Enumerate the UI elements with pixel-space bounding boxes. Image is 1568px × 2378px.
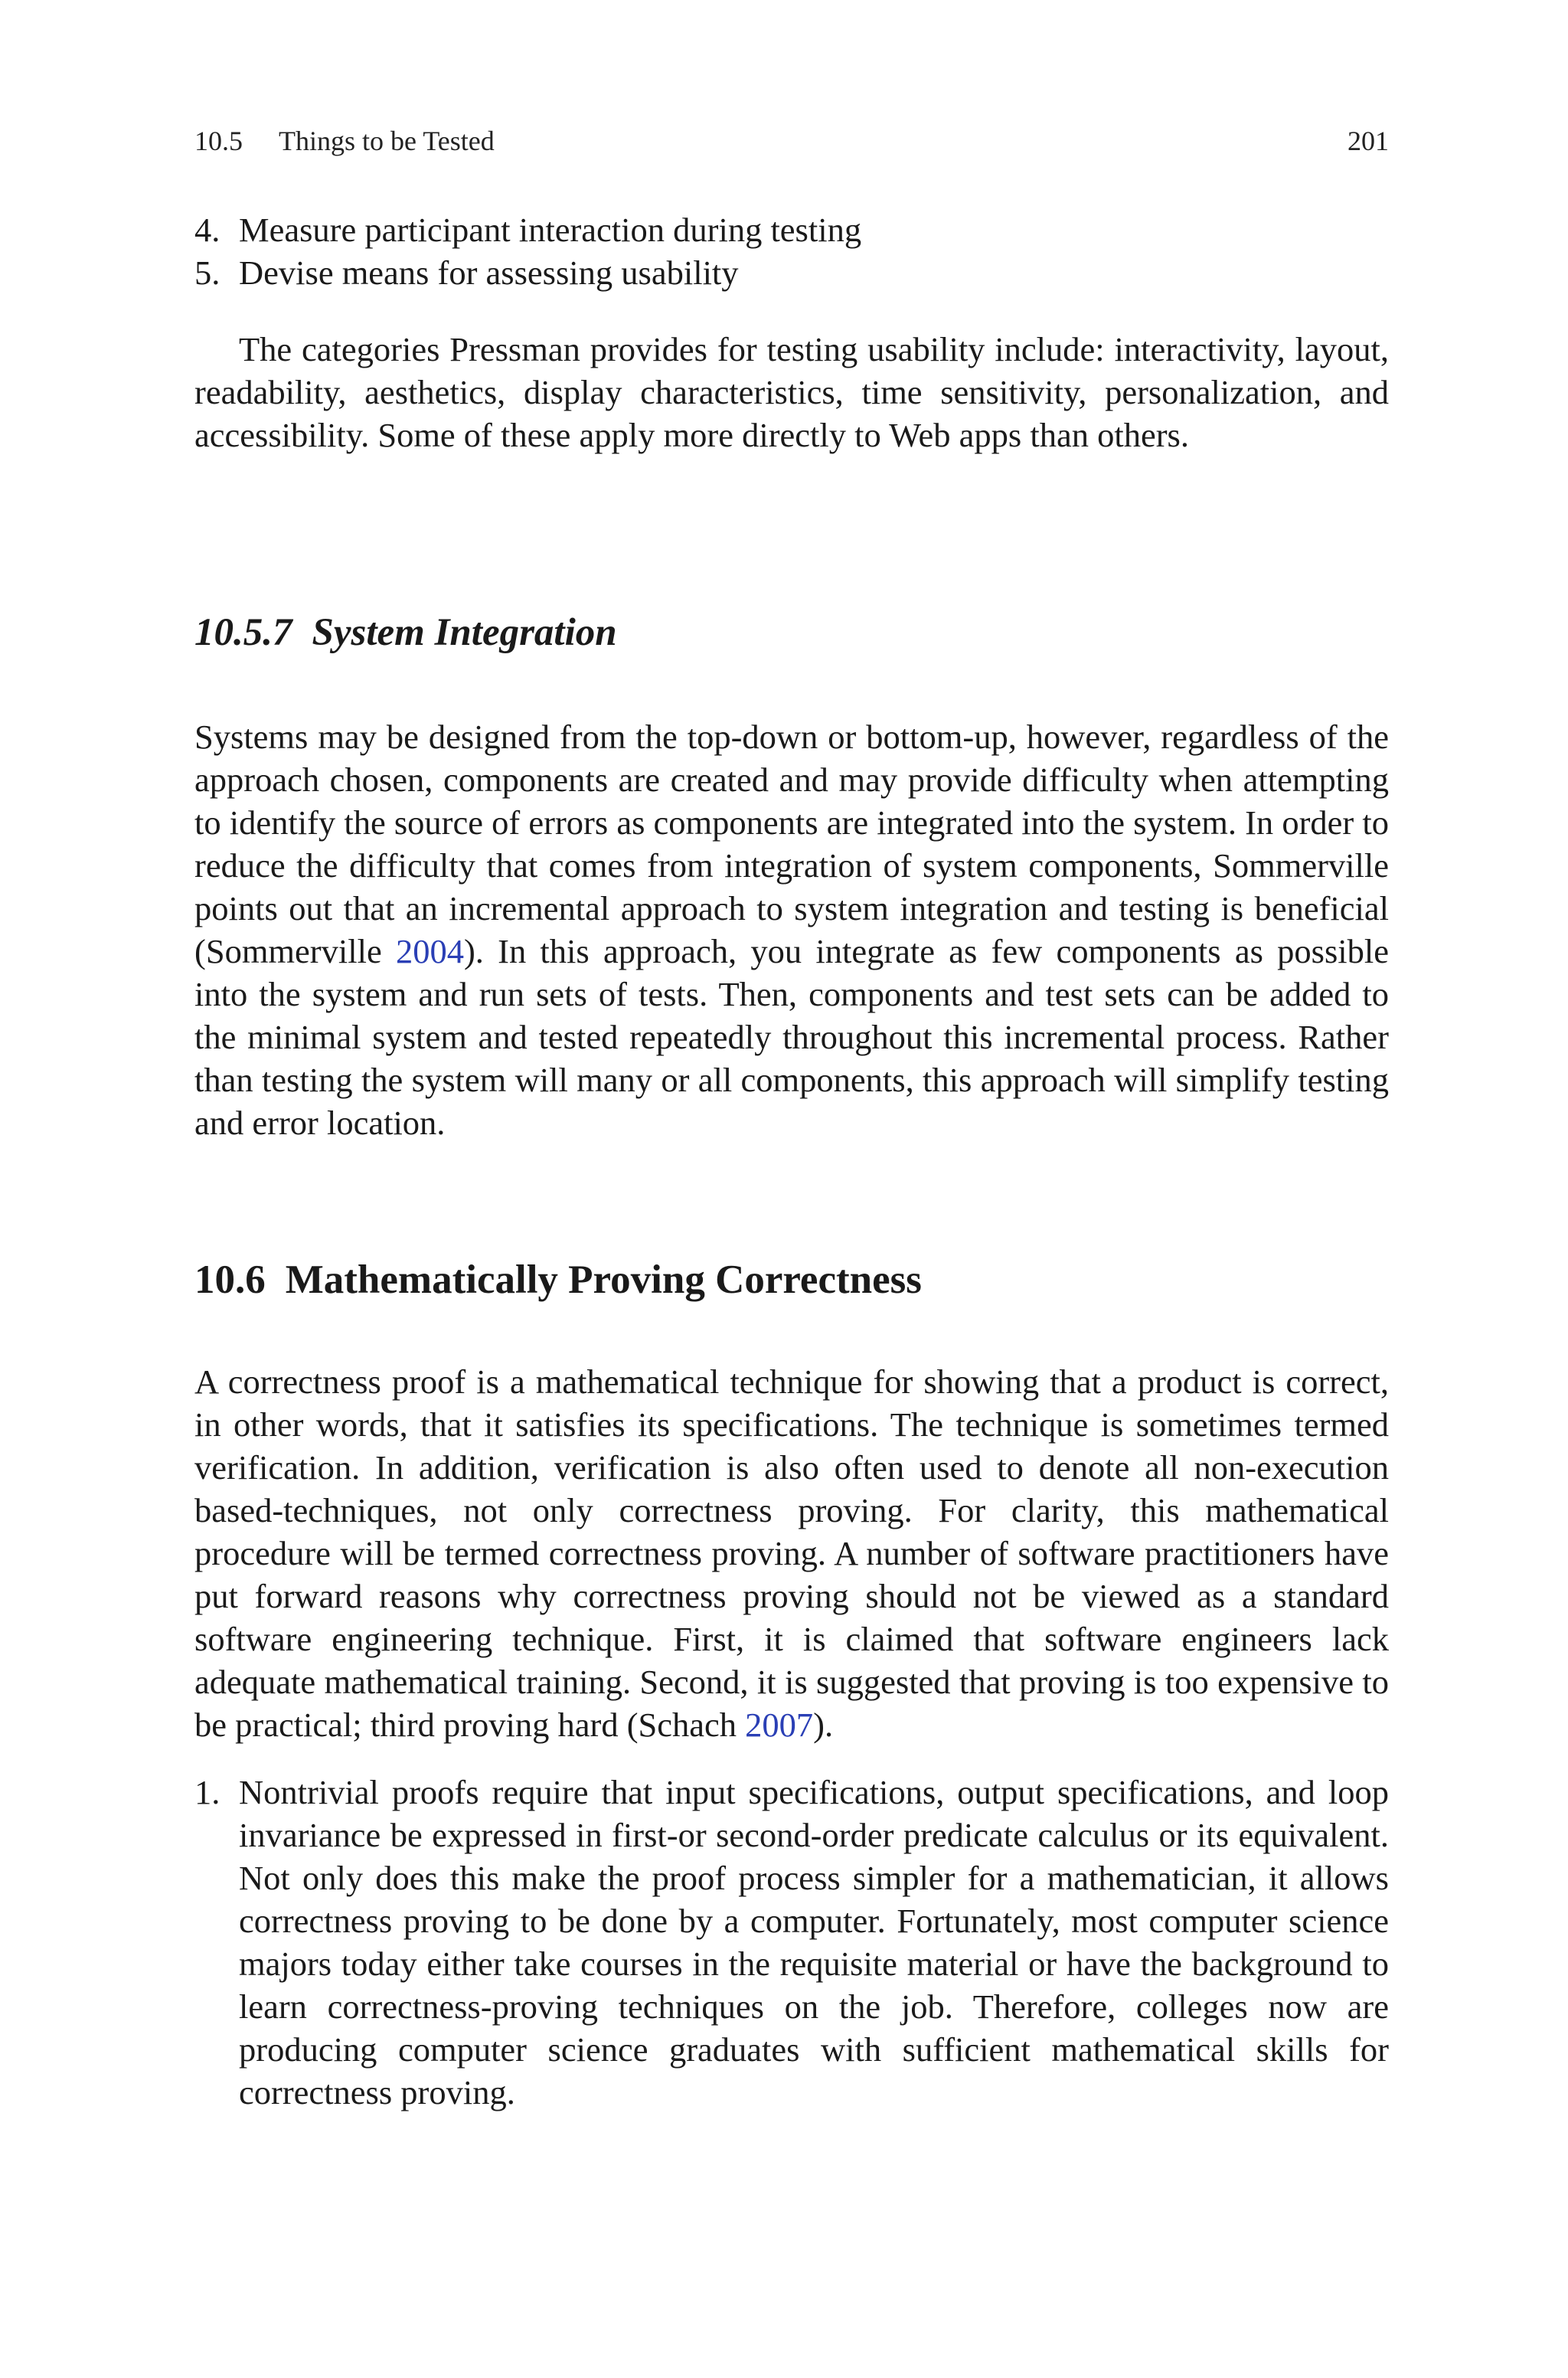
section-heading bbox=[194, 1256, 1389, 1303]
list-item-number: 1. bbox=[194, 1773, 220, 1811]
paragraph-text-part: ). In this approach, you integrate as few components as possible into the system and run sets of tests. Then, components and test sets can be added to the minimal system and tested repeatedly throughout this incremental process. Rather than testing the system will many or all components, this approach will simplify testing and error location. bbox=[194, 932, 1389, 1142]
section-number: 10.6 bbox=[194, 1258, 266, 1302]
running-head-section-number: 10.5 bbox=[194, 126, 243, 156]
running-head-title: Things to be Tested bbox=[279, 126, 495, 156]
subsection-heading bbox=[194, 610, 1389, 656]
paragraph-correctness bbox=[194, 1360, 1389, 1746]
citation-link[interactable]: 2004 bbox=[395, 932, 464, 970]
numbered-list bbox=[194, 1771, 1389, 2114]
list-item-text: Devise means for assessing usability bbox=[239, 254, 739, 292]
paragraph-integration bbox=[194, 715, 1389, 1144]
list-item-number: 4. bbox=[194, 211, 220, 249]
paragraph-text bbox=[194, 715, 1389, 1144]
list-item-number: 5. bbox=[194, 254, 220, 292]
paragraph-text: The categories Pressman provides for testing usability include: interactivity, layout, readability, aesthetics, display characteristics, time sensitivity, personalization, and accessibility. Some of these apply more directly to Web apps than others. bbox=[194, 330, 1389, 454]
section-title: Mathematically Proving Correctness bbox=[285, 1258, 922, 1302]
paragraph-text bbox=[194, 1360, 1389, 1746]
paragraph-text-part: Systems may be designed from the top-down or bottom-up, however, regardless of the approach chosen, components are created and may provide difficulty when attempting to identify the source of errors as components are integrated into the system. In order to reduce the difficulty that comes from integration of system components, Sommerville points out that an incremental approach to system integration and testing is beneficial (Sommerville bbox=[194, 718, 1389, 970]
list-item bbox=[194, 1771, 1389, 2114]
list-item-text: Measure participant interaction during testing bbox=[239, 211, 862, 249]
running-head bbox=[194, 124, 1389, 158]
subsection-number: 10.5.7 bbox=[194, 611, 292, 654]
page-number: 201 bbox=[1348, 126, 1389, 156]
paragraph-categories bbox=[194, 328, 1389, 456]
top-list bbox=[194, 208, 1389, 294]
citation-link[interactable]: 2007 bbox=[745, 1706, 814, 1744]
list-item bbox=[194, 208, 1389, 251]
list-item-text: Nontrivial proofs require that input specifications, output specifications, and loop invariance be expressed in first-or second-order predicate calculus or its equivalent. Not only does this make the proof process simpler for a mathematician, it allows correctness proving to be done by a computer. Fortunately, most computer science majors today either take courses in the requisite material or have the background to learn correctness-proving techniques on the job. Therefore, colleges now are producing computer science graduates with sufficient mathematical skills for correctness proving. bbox=[239, 1773, 1389, 2111]
subsection-title: System Integration bbox=[312, 611, 617, 654]
list-item bbox=[194, 251, 1389, 294]
book-page bbox=[194, 0, 1389, 2378]
paragraph-text-part: ). bbox=[813, 1706, 834, 1744]
paragraph-text-part: A correctness proof is a mathematical technique for showing that a product is correct, in other words, that it satisfies its specifications. The technique is sometimes termed verification. In addition, verification is also often used to denote all non-execution based-techniques, not only correctness proving. For clarity, this mathematical procedure will be termed correctness proving. A number of software practitioners have put forward reasons why correctness proving should not be viewed as a standard software engineering technique. First, it is claimed that software engineers lack adequate mathematical training. Second, it is suggested that proving is too expensive to be practical; third proving hard (Schach bbox=[194, 1362, 1389, 1744]
